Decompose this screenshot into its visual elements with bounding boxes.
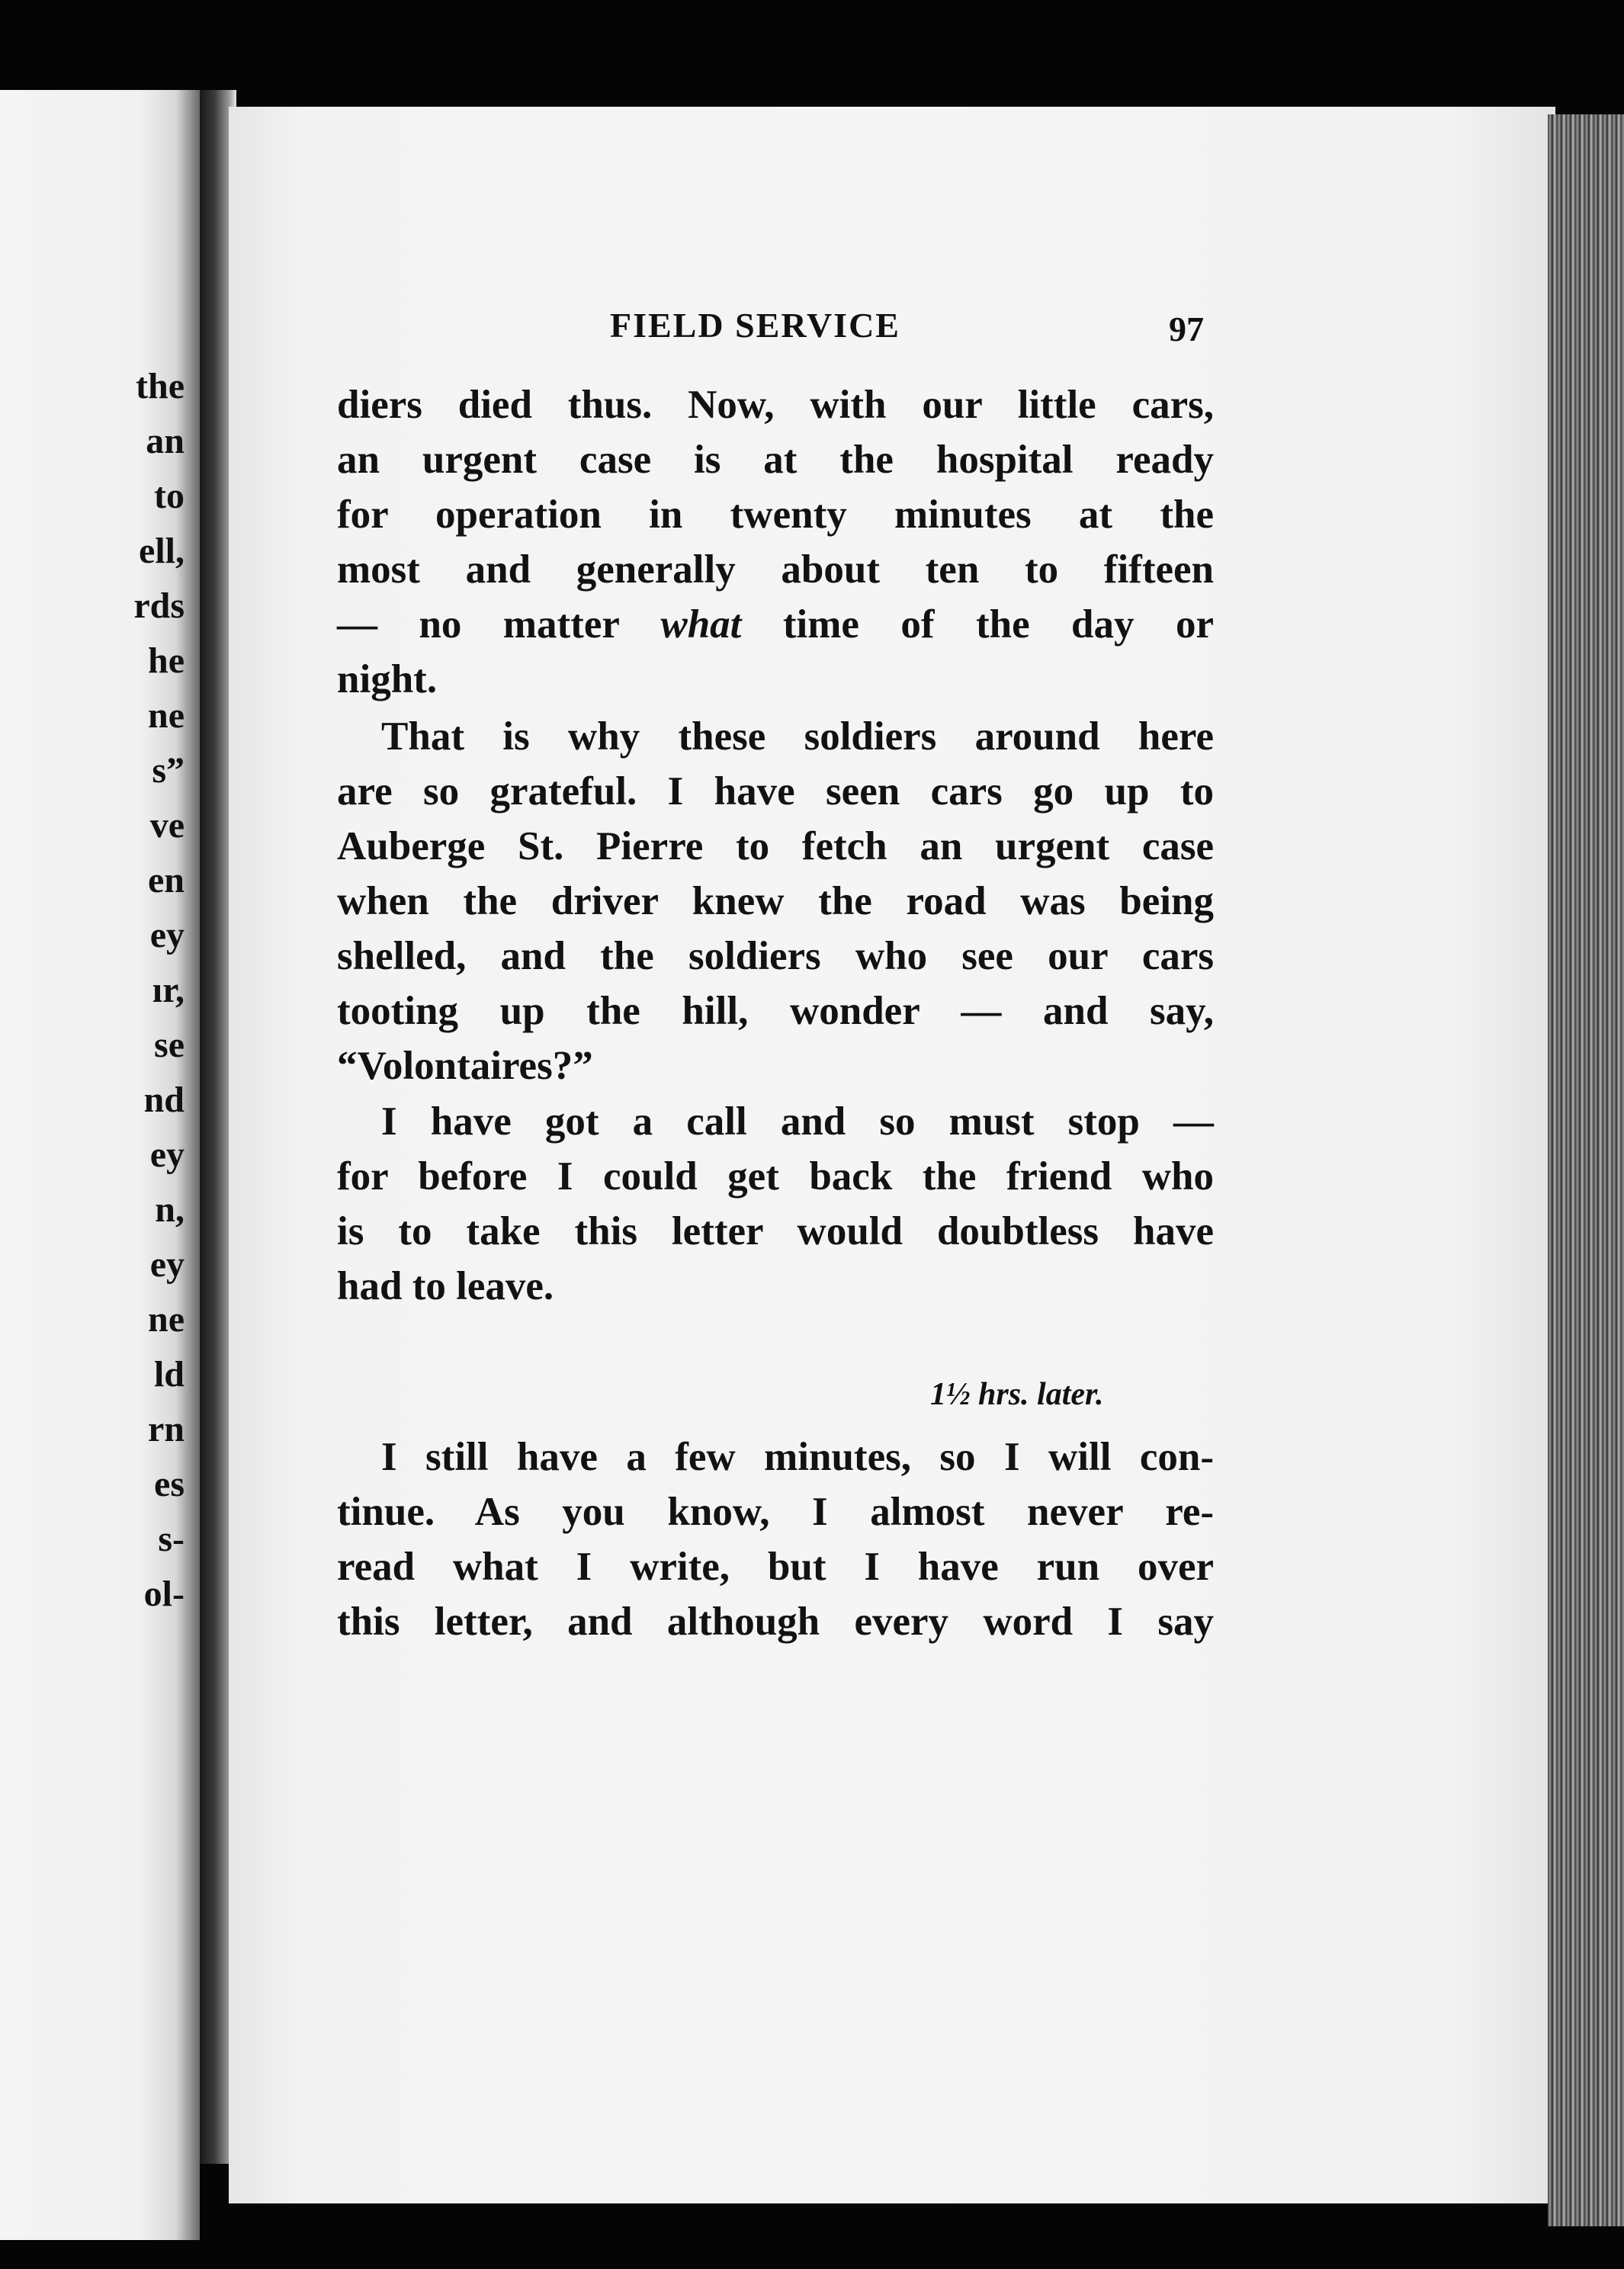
previous-page-edge [0,90,200,2240]
text-segment: — no matter [337,602,619,647]
text-line: when the driver knew the road was being [337,879,1214,923]
text-line: for before I could get back the friend who [337,1154,1214,1199]
page-edges [1548,114,1624,2226]
text-line: shelled, and the soldiers who see our cars [337,934,1214,978]
text-line: That is why these soldiers around here [381,714,1214,759]
italic-word: what [660,602,742,647]
text-line: I have got a call and so must stop — [381,1099,1214,1144]
text-line: night. [337,657,438,701]
paragraph-1 [337,377,1214,707]
left-fragment: s” [152,750,185,791]
text-line: tinue. As you know, I almost never re- [337,1490,1214,1534]
text-line: tooting up the hill, wonder — and say, [337,989,1214,1033]
left-fragment: ld [153,1354,185,1394]
left-fragment: s- [158,1519,185,1559]
text-line: this letter, and although every word I say [337,1600,1214,1644]
paragraph-4 [337,1430,1214,1649]
text-line: had to leave. [337,1264,554,1308]
left-fragment: ır, [152,970,185,1010]
left-fragment: to [154,476,185,516]
text-line: for operation in twenty minutes at the [337,493,1214,537]
text-line: are so grateful. I have seen cars go up to [337,769,1214,814]
text-line: Auberge St. Pierre to fetch an urgent case [337,824,1214,868]
left-fragment: ell, [139,531,185,571]
text-line: is to take this letter would doubtless have [337,1209,1214,1253]
left-fragment: ey [149,1244,185,1285]
left-fragment: ey [149,1134,185,1175]
text-line [337,597,1214,652]
left-fragment: he [148,640,185,681]
page-number: 97 [1169,310,1204,348]
left-fragment: ey [149,915,185,955]
left-fragment: ne [148,1299,185,1340]
text-line: most and generally about ten to fifteen [337,547,1214,592]
text-line: read what I write, but I have run over [337,1545,1214,1589]
dateline: 1½ hrs. later. [930,1377,1104,1412]
left-fragment: nd [143,1080,185,1120]
text-line: an urgent case is at the hospital ready [337,438,1214,482]
left-fragment: es [154,1464,185,1504]
text-line: I still have a few minutes, so I will con- [381,1435,1214,1479]
text-line: “Volontaires?” [337,1044,593,1088]
text-segment: time of the day or [782,602,1215,647]
paragraph-3 [337,1094,1214,1314]
left-fragment: the [136,366,185,406]
left-fragment: en [148,860,185,900]
left-fragment: ne [148,695,185,736]
left-fragment: ve [149,805,185,846]
left-fragment: se [154,1025,185,1065]
left-fragment: ol- [143,1574,185,1614]
running-header: FIELD SERVICE [610,306,900,345]
left-fragment: an [146,421,185,461]
left-fragment: rds [133,586,185,626]
text-line: diers died thus. Now, with our little cars, [337,383,1214,427]
paragraph-2 [337,709,1214,1093]
left-fragment: rn [148,1409,185,1449]
left-fragment: n, [155,1189,185,1230]
